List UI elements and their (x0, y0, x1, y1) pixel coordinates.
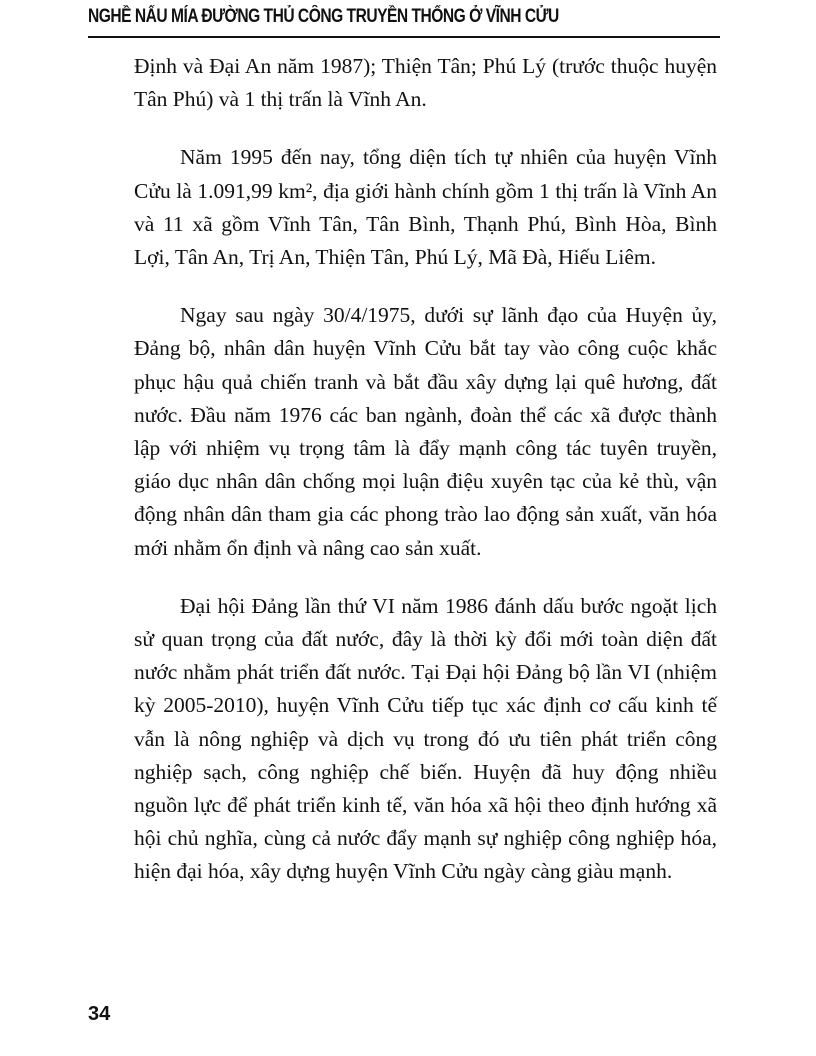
header-rule (88, 36, 720, 38)
paragraph: Đại hội Đảng lần thứ VI năm 1986 đánh dấu bước ngoặt lịch sử quan trọng của đất nước, đây là thời kỳ đổi mới toàn diện đất nước nhằm phát triển đất nước. Tại Đại hội Đảng bộ lần VI (nhiệm kỳ 2005-2010), huyện Vĩnh Cửu tiếp tục xác định cơ cấu kinh tế vẫn là nông nghiệp và dịch vụ trong đó ưu tiên phát triển công nghiệp sạch, công nghiệp chế biến. Huyện đã huy động nhiều nguồn lực để phát triển kinh tế, văn hóa xã hội theo định hướng xã hội chủ nghĩa, cùng cả nước đẩy mạnh sự nghiệp công nghiệp hóa, hiện đại hóa, xây dựng huyện Vĩnh Cửu ngày càng giàu mạnh. (134, 593, 717, 884)
running-header: NGHỀ NẤU MÍA ĐƯỜNG THỦ CÔNG TRUYỀN THỐNG Ở VĨNH CỬU (88, 6, 559, 27)
paragraph: Ngay sau ngày 30/4/1975, dưới sự lãnh đạo của Huyện ủy, Đảng bộ, nhân dân huyện Vĩnh Cửu bắt tay vào công cuộc khắc phục hậu quả chiến tranh và bắt đầu xây dựng lại quê hương, đất nước. Đầu năm 1976 các ban ngành, đoàn thể các xã được thành lập với nhiệm vụ trọng tâm là đẩy mạnh công tác tuyên truyền, giáo dục nhân dân chống mọi luận điệu xuyên tạc của kẻ thù, vận động nhân dân tham gia các phong trào lao động sản xuất, văn hóa mới nhằm ổn định và nâng cao sản xuất. (134, 303, 717, 560)
page-number: 34 (88, 1003, 111, 1025)
paragraph: Định và Đại An năm 1987); Thiện Tân; Phú Lý (trước thuộc huyện Tân Phú) và 1 thị trấn là Vĩnh An. (134, 54, 717, 112)
body-text (134, 50, 717, 914)
paragraph: Năm 1995 đến nay, tổng diện tích tự nhiên của huyện Vĩnh Cửu là 1.091,99 km², địa giới hành chính gồm 1 thị trấn là Vĩnh An và 11 xã gồm Vĩnh Tân, Tân Bình, Thạnh Phú, Bình Hòa, Bình Lợi, Tân An, Trị An, Thiện Tân, Phú Lý, Mã Đà, Hiếu Liêm. (134, 145, 717, 270)
